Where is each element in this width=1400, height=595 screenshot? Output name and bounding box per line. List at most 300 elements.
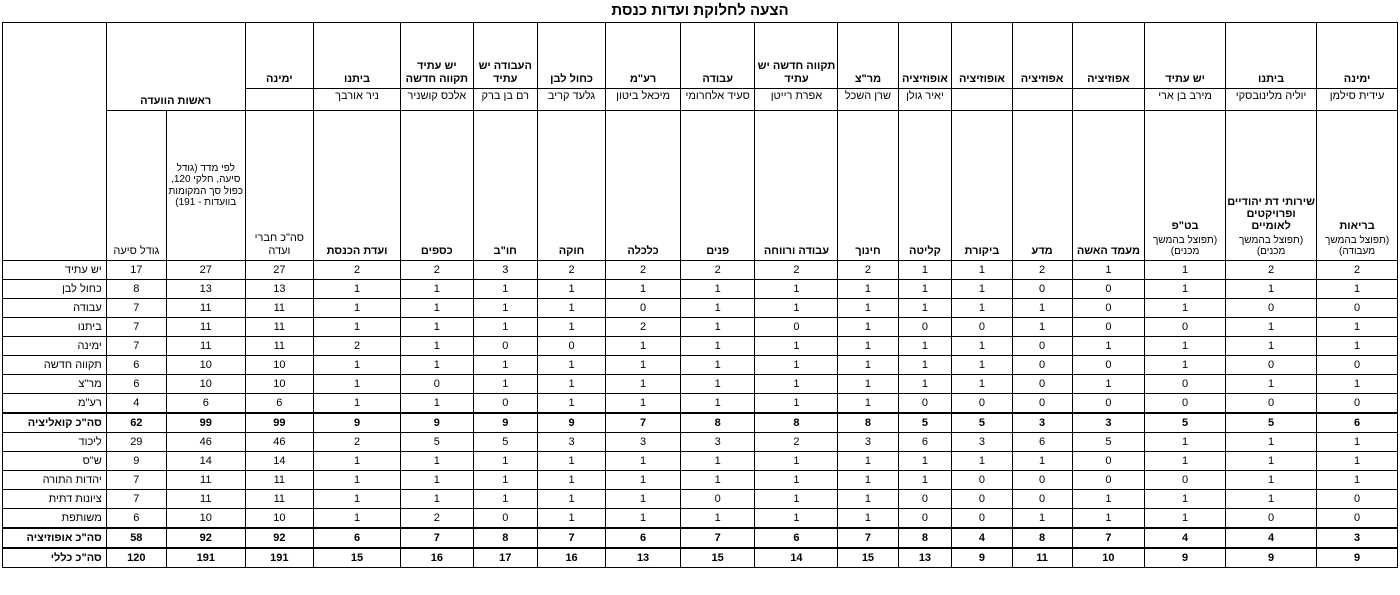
cell-r6-c4: 0: [1012, 375, 1072, 394]
cell-r13-c2: 1: [1145, 509, 1226, 529]
col-committee-8: [755, 111, 838, 261]
cell-r15-c5: 9: [952, 548, 1012, 568]
cell-r3-c12: 1: [473, 318, 537, 337]
cell-r2-c13: 1: [401, 299, 474, 318]
committee-name-8: עבודה ורווחה: [763, 244, 830, 257]
col-party-7: מר"צ: [838, 23, 898, 89]
cell-r9-c12: 5: [473, 433, 537, 452]
cell-r7-c11: 1: [537, 394, 605, 414]
cell-r8-c10: 7: [606, 413, 681, 433]
total-cell-r11-t0: 11: [245, 471, 313, 490]
cell-r8-c14: 9: [314, 413, 401, 433]
cell-r15-c0: 9: [1317, 548, 1398, 568]
cell-r4-c12: 0: [473, 337, 537, 356]
cell-r6-c7: 1: [838, 375, 898, 394]
cell-r6-c8: 1: [755, 375, 838, 394]
cell-r6-c6: 1: [898, 375, 952, 394]
cell-r0-c0: 2: [1317, 261, 1398, 280]
cell-r11-c13: 1: [401, 471, 474, 490]
cell-r3-c9: 1: [680, 318, 755, 337]
total-cell-r6-t1: 10: [166, 375, 245, 394]
committee-name-12: חו"ב: [493, 244, 517, 257]
row-label-13: משותפת: [3, 509, 107, 529]
cell-r5-c3: 0: [1072, 356, 1145, 375]
cell-r9-c9: 3: [680, 433, 755, 452]
col-person-5: [952, 89, 1012, 111]
total-cell-r14-t1: 92: [166, 528, 245, 548]
cell-r2-c7: 1: [838, 299, 898, 318]
cell-r11-c8: 1: [755, 471, 838, 490]
cell-r5-c8: 1: [755, 356, 838, 375]
committee-name-3: מעמד האשה: [1076, 244, 1140, 257]
cell-r15-c14: 15: [314, 548, 401, 568]
cell-r15-c10: 13: [606, 548, 681, 568]
cell-r8-c13: 9: [401, 413, 474, 433]
cell-r8-c9: 8: [680, 413, 755, 433]
cell-r4-c11: 0: [537, 337, 605, 356]
table-row: [3, 394, 1398, 414]
cell-r12-c12: 1: [473, 490, 537, 509]
cell-r10-c4: 1: [1012, 452, 1072, 471]
total-cell-r4-t1: 11: [166, 337, 245, 356]
total-cell-r9-t1: 46: [166, 433, 245, 452]
cell-r13-c8: 1: [755, 509, 838, 529]
cell-r0-c7: 2: [838, 261, 898, 280]
cell-r5-c12: 1: [473, 356, 537, 375]
cell-r14-c1: 4: [1225, 528, 1316, 548]
table-row: [3, 548, 1398, 568]
col-person-9: סעיד אלחרומי: [680, 89, 755, 111]
cell-r8-c0: 6: [1317, 413, 1398, 433]
col-person-15: [245, 89, 313, 111]
cell-r2-c3: 0: [1072, 299, 1145, 318]
cell-r0-c11: 2: [537, 261, 605, 280]
cell-r4-c1: 1: [1225, 337, 1316, 356]
table-row: [3, 452, 1398, 471]
cell-r6-c11: 1: [537, 375, 605, 394]
cell-r9-c4: 6: [1012, 433, 1072, 452]
cell-r13-c1: 0: [1225, 509, 1316, 529]
seat-formula-note: לפי מדד (גודל סיעה, חלקי 120, כפול סך המקומות בוועדות - 191): [166, 111, 245, 261]
total-cell-r12-t2: 7: [106, 490, 166, 509]
row-label-9: ליכוד: [3, 433, 107, 452]
cell-r4-c13: 1: [401, 337, 474, 356]
cell-r3-c0: 1: [1317, 318, 1398, 337]
cell-r1-c1: 1: [1225, 280, 1316, 299]
cell-r10-c13: 1: [401, 452, 474, 471]
cell-r7-c2: 0: [1145, 394, 1226, 414]
cell-r12-c13: 1: [401, 490, 474, 509]
total-cell-r4-t0: 11: [245, 337, 313, 356]
cell-r7-c0: 0: [1317, 394, 1398, 414]
total-cell-r1-t2: 8: [106, 280, 166, 299]
cell-r1-c14: 1: [314, 280, 401, 299]
cell-r12-c4: 0: [1012, 490, 1072, 509]
total-cell-r12-t0: 11: [245, 490, 313, 509]
cell-r7-c5: 0: [952, 394, 1012, 414]
cell-r1-c3: 0: [1072, 280, 1145, 299]
cell-r4-c8: 1: [755, 337, 838, 356]
cell-r1-c7: 1: [838, 280, 898, 299]
col-committee-12: [473, 111, 537, 261]
table-row: [3, 280, 1398, 299]
cell-r2-c14: 1: [314, 299, 401, 318]
cell-r6-c10: 1: [606, 375, 681, 394]
cell-r14-c13: 7: [401, 528, 474, 548]
cell-r11-c3: 0: [1072, 471, 1145, 490]
total-cell-r8-t0: 99: [245, 413, 313, 433]
total-cell-r3-t1: 11: [166, 318, 245, 337]
committee-name-4: מדע: [1031, 244, 1053, 257]
cell-r4-c3: 1: [1072, 337, 1145, 356]
total-cell-r13-t1: 10: [166, 509, 245, 529]
total-cell-r0-t0: 27: [245, 261, 313, 280]
col-committee-7: [838, 111, 898, 261]
col-person-10: מיכאל ביטון: [606, 89, 681, 111]
table-row: [3, 528, 1398, 548]
cell-r10-c8: 1: [755, 452, 838, 471]
total-cell-r8-t2: 62: [106, 413, 166, 433]
total-cell-r5-t2: 6: [106, 356, 166, 375]
total-cell-r3-t0: 11: [245, 318, 313, 337]
cell-r15-c3: 10: [1072, 548, 1145, 568]
committee-name-7: חינוך: [855, 244, 881, 257]
row-label-15: סה"כ כללי: [3, 548, 107, 568]
cell-r14-c7: 7: [838, 528, 898, 548]
table-row: [3, 356, 1398, 375]
cell-r7-c3: 0: [1072, 394, 1145, 414]
col-person-1: יוליה מלינובסקי: [1225, 89, 1316, 111]
total-cell-r13-t0: 10: [245, 509, 313, 529]
cell-r11-c1: 1: [1225, 471, 1316, 490]
header-row-party: [3, 23, 1398, 89]
cell-r12-c14: 1: [314, 490, 401, 509]
row-label-3: ביתנו: [3, 318, 107, 337]
cell-r4-c6: 1: [898, 337, 952, 356]
col-committee-0: [1317, 111, 1398, 261]
row-label-10: ש"ס: [3, 452, 107, 471]
cell-r0-c12: 3: [473, 261, 537, 280]
col-person-7: שרן השכל: [838, 89, 898, 111]
committee-heads-label: ראשות הוועדה: [106, 23, 245, 111]
cell-r4-c2: 1: [1145, 337, 1226, 356]
cell-r7-c4: 0: [1012, 394, 1072, 414]
cell-r9-c6: 6: [898, 433, 952, 452]
cell-r10-c1: 1: [1225, 452, 1316, 471]
cell-r1-c10: 1: [606, 280, 681, 299]
cell-r5-c1: 0: [1225, 356, 1316, 375]
cell-r7-c7: 1: [838, 394, 898, 414]
cell-r9-c7: 3: [838, 433, 898, 452]
cell-r7-c8: 1: [755, 394, 838, 414]
col-person-6: יאיר גולן: [898, 89, 952, 111]
table-row: [3, 413, 1398, 433]
cell-r0-c10: 2: [606, 261, 681, 280]
col-party-13: יש עתיד תקווה חדשה: [401, 23, 474, 89]
cell-r4-c5: 1: [952, 337, 1012, 356]
cell-r2-c11: 1: [537, 299, 605, 318]
cell-r0-c13: 2: [401, 261, 474, 280]
committee-name-9: פנים: [706, 244, 730, 257]
col-party-8: תקווה חדשה יש עתיד: [755, 23, 838, 89]
total-cell-r5-t0: 10: [245, 356, 313, 375]
cell-r15-c1: 9: [1225, 548, 1316, 568]
col-committee-2: [1145, 111, 1226, 261]
cell-r6-c2: 0: [1145, 375, 1226, 394]
cell-r14-c14: 6: [314, 528, 401, 548]
cell-r6-c5: 1: [952, 375, 1012, 394]
row-label-4: ימינה: [3, 337, 107, 356]
col-party-14: ביתנו: [314, 23, 401, 89]
cell-r10-c5: 1: [952, 452, 1012, 471]
total-cell-r10-t1: 14: [166, 452, 245, 471]
cell-r14-c10: 6: [606, 528, 681, 548]
cell-r14-c6: 8: [898, 528, 952, 548]
total-cell-r12-t1: 11: [166, 490, 245, 509]
cell-r2-c9: 1: [680, 299, 755, 318]
total-cell-r15-t0: 191: [245, 548, 313, 568]
cell-r6-c13: 0: [401, 375, 474, 394]
table-row: [3, 490, 1398, 509]
cell-r5-c6: 1: [898, 356, 952, 375]
total-cell-r15-t1: 191: [166, 548, 245, 568]
cell-r15-c13: 16: [401, 548, 474, 568]
cell-r3-c7: 1: [838, 318, 898, 337]
cell-r13-c10: 1: [606, 509, 681, 529]
cell-r8-c2: 5: [1145, 413, 1226, 433]
cell-r7-c9: 1: [680, 394, 755, 414]
table-row: [3, 318, 1398, 337]
cell-r14-c2: 4: [1145, 528, 1226, 548]
cell-r0-c6: 1: [898, 261, 952, 280]
col-party-5: אופוזיציה: [952, 23, 1012, 89]
total-cell-r4-t2: 7: [106, 337, 166, 356]
committee-name-14: ועדת הכנסת: [326, 244, 388, 257]
cell-r14-c0: 3: [1317, 528, 1398, 548]
col-person-0: עידית סילמן: [1317, 89, 1398, 111]
cell-r4-c10: 1: [606, 337, 681, 356]
cell-r5-c7: 1: [838, 356, 898, 375]
row-label-12: ציונות דתית: [3, 490, 107, 509]
cell-r2-c12: 1: [473, 299, 537, 318]
row-label-header-spacer: [3, 23, 107, 261]
cell-r14-c9: 7: [680, 528, 755, 548]
cell-r10-c11: 1: [537, 452, 605, 471]
cell-r12-c3: 1: [1072, 490, 1145, 509]
cell-r0-c2: 1: [1145, 261, 1226, 280]
col-party-10: רע"מ: [606, 23, 681, 89]
col-committee-1: [1225, 111, 1316, 261]
cell-r9-c2: 1: [1145, 433, 1226, 452]
cell-r0-c1: 2: [1225, 261, 1316, 280]
table-row: [3, 261, 1398, 280]
total-cell-r7-t1: 6: [166, 394, 245, 414]
cell-r15-c11: 16: [537, 548, 605, 568]
total-cell-r10-t2: 9: [106, 452, 166, 471]
total-cell-r15-t2: 120: [106, 548, 166, 568]
row-label-7: רע"מ: [3, 394, 107, 414]
cell-r1-c4: 0: [1012, 280, 1072, 299]
cell-r10-c0: 1: [1317, 452, 1398, 471]
cell-r1-c2: 1: [1145, 280, 1226, 299]
cell-r9-c8: 2: [755, 433, 838, 452]
cell-r15-c7: 15: [838, 548, 898, 568]
col-person-8: אפרת רייטן: [755, 89, 838, 111]
cell-r11-c6: 1: [898, 471, 952, 490]
table-body: [3, 261, 1398, 568]
cell-r1-c11: 1: [537, 280, 605, 299]
committee-name-13: כספים: [420, 244, 453, 257]
col-committee-11: [537, 111, 605, 261]
cell-r15-c12: 17: [473, 548, 537, 568]
cell-r2-c1: 0: [1225, 299, 1316, 318]
cell-r10-c10: 1: [606, 452, 681, 471]
cell-r3-c11: 1: [537, 318, 605, 337]
col-committee-13: [401, 111, 474, 261]
cell-r11-c2: 0: [1145, 471, 1226, 490]
col-committee-14: [314, 111, 401, 261]
cell-r9-c1: 1: [1225, 433, 1316, 452]
cell-r13-c9: 1: [680, 509, 755, 529]
col-party-2: יש עתיד: [1145, 23, 1226, 89]
col-person-12: רם בן ברק: [473, 89, 537, 111]
cell-r6-c12: 1: [473, 375, 537, 394]
cell-r3-c8: 0: [755, 318, 838, 337]
cell-r1-c0: 1: [1317, 280, 1398, 299]
cell-r4-c4: 0: [1012, 337, 1072, 356]
cell-r12-c8: 1: [755, 490, 838, 509]
col-committee-3: [1072, 111, 1145, 261]
cell-r13-c13: 2: [401, 509, 474, 529]
cell-r1-c9: 1: [680, 280, 755, 299]
total-cell-r11-t2: 7: [106, 471, 166, 490]
col-party-11: כחול לבן: [537, 23, 605, 89]
cell-r7-c1: 0: [1225, 394, 1316, 414]
cell-r14-c3: 7: [1072, 528, 1145, 548]
cell-r0-c5: 1: [952, 261, 1012, 280]
cell-r13-c4: 1: [1012, 509, 1072, 529]
cell-r5-c9: 1: [680, 356, 755, 375]
cell-r12-c11: 1: [537, 490, 605, 509]
cell-r14-c5: 4: [952, 528, 1012, 548]
total-cell-r1-t1: 13: [166, 280, 245, 299]
col-party-0: ימינה: [1317, 23, 1398, 89]
cell-r11-c5: 0: [952, 471, 1012, 490]
col-committee-5: [952, 111, 1012, 261]
row-label-11: יהדות התורה: [3, 471, 107, 490]
cell-r3-c10: 2: [606, 318, 681, 337]
cell-r6-c9: 1: [680, 375, 755, 394]
cell-r3-c4: 1: [1012, 318, 1072, 337]
cell-r13-c3: 1: [1072, 509, 1145, 529]
total-cell-r11-t1: 11: [166, 471, 245, 490]
cell-r6-c0: 1: [1317, 375, 1398, 394]
cell-r13-c11: 1: [537, 509, 605, 529]
cell-r1-c8: 1: [755, 280, 838, 299]
col-party-3: אפוזיציה: [1072, 23, 1145, 89]
cell-r10-c14: 1: [314, 452, 401, 471]
cell-r3-c2: 0: [1145, 318, 1226, 337]
cell-r6-c3: 1: [1072, 375, 1145, 394]
cell-r10-c3: 0: [1072, 452, 1145, 471]
cell-r0-c9: 2: [680, 261, 755, 280]
cell-r7-c10: 1: [606, 394, 681, 414]
col-party-9: עבודה: [680, 23, 755, 89]
total-cell-r2-t2: 7: [106, 299, 166, 318]
cell-r0-c14: 2: [314, 261, 401, 280]
row-label-6: מר"צ: [3, 375, 107, 394]
col-party-1: ביתנו: [1225, 23, 1316, 89]
cell-r15-c6: 13: [898, 548, 952, 568]
cell-r8-c8: 8: [755, 413, 838, 433]
cell-r3-c3: 0: [1072, 318, 1145, 337]
cell-r5-c10: 1: [606, 356, 681, 375]
cell-r11-c11: 1: [537, 471, 605, 490]
cell-r12-c5: 0: [952, 490, 1012, 509]
cell-r9-c11: 3: [537, 433, 605, 452]
cell-r10-c6: 1: [898, 452, 952, 471]
cell-r3-c13: 1: [401, 318, 474, 337]
table-row: [3, 509, 1398, 529]
cell-r4-c14: 2: [314, 337, 401, 356]
cell-r12-c0: 0: [1317, 490, 1398, 509]
total-cell-r8-t1: 99: [166, 413, 245, 433]
cell-r5-c2: 1: [1145, 356, 1226, 375]
cell-r14-c11: 7: [537, 528, 605, 548]
cell-r6-c1: 1: [1225, 375, 1316, 394]
cell-r12-c9: 0: [680, 490, 755, 509]
row-label-5: תקווה חדשה: [3, 356, 107, 375]
total-cell-r6-t0: 10: [245, 375, 313, 394]
cell-r3-c6: 0: [898, 318, 952, 337]
total-cell-r14-t0: 92: [245, 528, 313, 548]
cell-r8-c7: 8: [838, 413, 898, 433]
cell-r2-c2: 1: [1145, 299, 1226, 318]
cell-r11-c0: 1: [1317, 471, 1398, 490]
cell-r14-c12: 8: [473, 528, 537, 548]
committee-name-0: בריאות: [1339, 220, 1375, 233]
cell-r8-c11: 9: [537, 413, 605, 433]
committee-name-2: בט"פ: [1171, 220, 1199, 233]
cell-r13-c0: 0: [1317, 509, 1398, 529]
cell-r11-c14: 1: [314, 471, 401, 490]
knesset-committee-allocation-table: [2, 22, 1398, 568]
cell-r9-c0: 1: [1317, 433, 1398, 452]
cell-r0-c4: 2: [1012, 261, 1072, 280]
total-cell-r14-t2: 58: [106, 528, 166, 548]
cell-r5-c11: 1: [537, 356, 605, 375]
cell-r0-c3: 1: [1072, 261, 1145, 280]
cell-r13-c5: 0: [952, 509, 1012, 529]
cell-r14-c8: 6: [755, 528, 838, 548]
cell-r1-c6: 1: [898, 280, 952, 299]
cell-r8-c3: 3: [1072, 413, 1145, 433]
cell-r15-c8: 14: [755, 548, 838, 568]
col-committee-4: [1012, 111, 1072, 261]
committee-sub-0: (תפוצל בהמשך מעבודה): [1324, 234, 1390, 257]
col-party-6: אופוזיציה: [898, 23, 952, 89]
cell-r6-c14: 1: [314, 375, 401, 394]
cell-r1-c5: 1: [952, 280, 1012, 299]
committee-name-6: קליטה: [909, 244, 941, 257]
col-party-4: אפוזיציה: [1012, 23, 1072, 89]
cell-r2-c4: 1: [1012, 299, 1072, 318]
cell-r7-c12: 0: [473, 394, 537, 414]
cell-r5-c13: 1: [401, 356, 474, 375]
col-party-12: העבודה יש עתיד: [473, 23, 537, 89]
cell-r2-c8: 1: [755, 299, 838, 318]
cell-r8-c4: 3: [1012, 413, 1072, 433]
